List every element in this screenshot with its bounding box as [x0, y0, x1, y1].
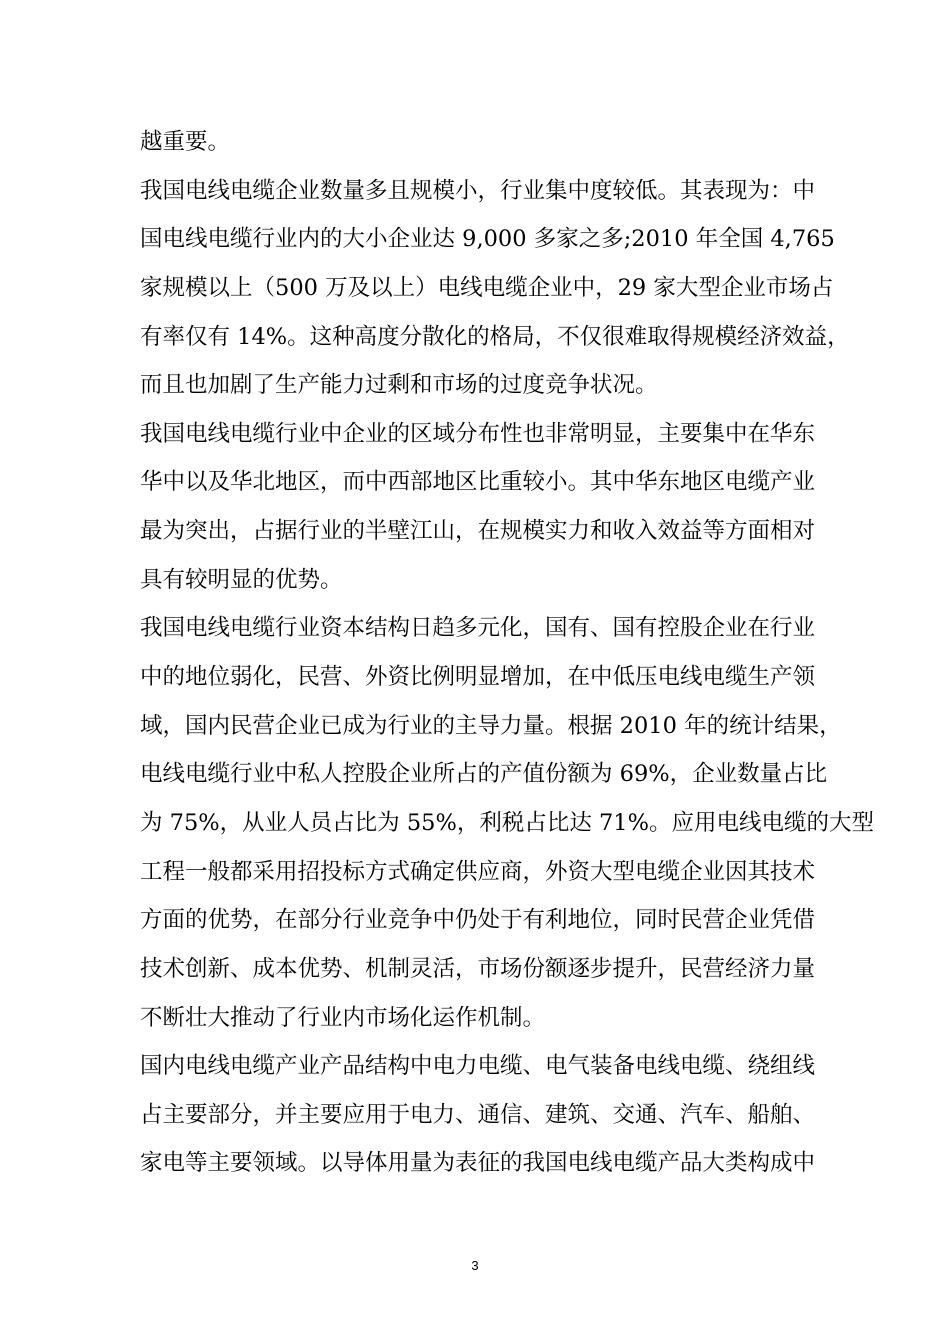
- text-line: 不断壮大推动了行业内市场化运作机制。: [140, 1004, 546, 1031]
- text-line: 中的地位弱化，民营、外资比例明显增加，在中低压电线电缆生产领: [140, 664, 816, 691]
- text-line: 华中以及华北地区，而中西部地区比重较小。其中华东地区电缆产业: [140, 469, 816, 496]
- text-line: 占主要部分，并主要应用于电力、通信、建筑、交通、汽车、船舶、: [140, 1101, 816, 1128]
- text-line: 电线电缆行业中私人控股企业所占的产值份额为 69%，企业数量占比: [140, 761, 828, 788]
- text-line: 技术创新、成本优势、机制灵活，市场份额逐步提升，民营经济力量: [140, 955, 816, 982]
- text-line: 家电等主要领域。以导体用量为表征的我国电线电缆产品大类构成中: [140, 1150, 816, 1177]
- text-line: 方面的优势，在部分行业竞争中仍处于有利地位，同时民营企业凭借: [140, 907, 816, 934]
- text-line: 有率仅有 14%。这种高度分散化的格局，不仅很难取得规模经济效益，: [140, 323, 850, 350]
- text-line: 家规模以上（500 万及以上）电线电缆企业中，29 家大型企业市场占: [140, 274, 834, 301]
- text-line: 越重要。: [140, 129, 231, 155]
- text-line: 域，国内民营企业已成为行业的主导力量。根据 2010 年的统计结果，: [140, 712, 842, 739]
- text-line: 国电线电缆行业内的大小企业达 9,000 多家之多;2010 年全国 4,765: [140, 226, 835, 253]
- page-number: 3: [471, 1258, 479, 1273]
- document-body: [140, 118, 874, 1188]
- text-line: 而且也加剧了生产能力过剩和市场的过度竞争状况。: [140, 372, 658, 399]
- text-line: 我国电线电缆行业资本结构日趋多元化，国有、国有控股企业在行业: [140, 615, 816, 642]
- text-line: 国内电线电缆产业产品结构中电力电缆、电气装备电线电缆、绕组线: [140, 1053, 816, 1080]
- text-line: 具有较明显的优势。: [140, 566, 343, 593]
- text-line: 工程一般都采用招投标方式确定供应商，外资大型电缆企业因其技术: [140, 858, 816, 885]
- text-line: 我国电线电缆企业数量多且规模小，行业集中度较低。其表现为：中: [140, 177, 816, 204]
- text-line: 最为突出，占据行业的半壁江山，在规模实力和收入效益等方面相对: [140, 518, 816, 545]
- text-line: 我国电线电缆行业中企业的区域分布性也非常明显，主要集中在华东: [140, 420, 816, 447]
- text-line: 为 75%，从业人员占比为 55%，利税占比达 71%。应用电线电缆的大型: [140, 809, 874, 836]
